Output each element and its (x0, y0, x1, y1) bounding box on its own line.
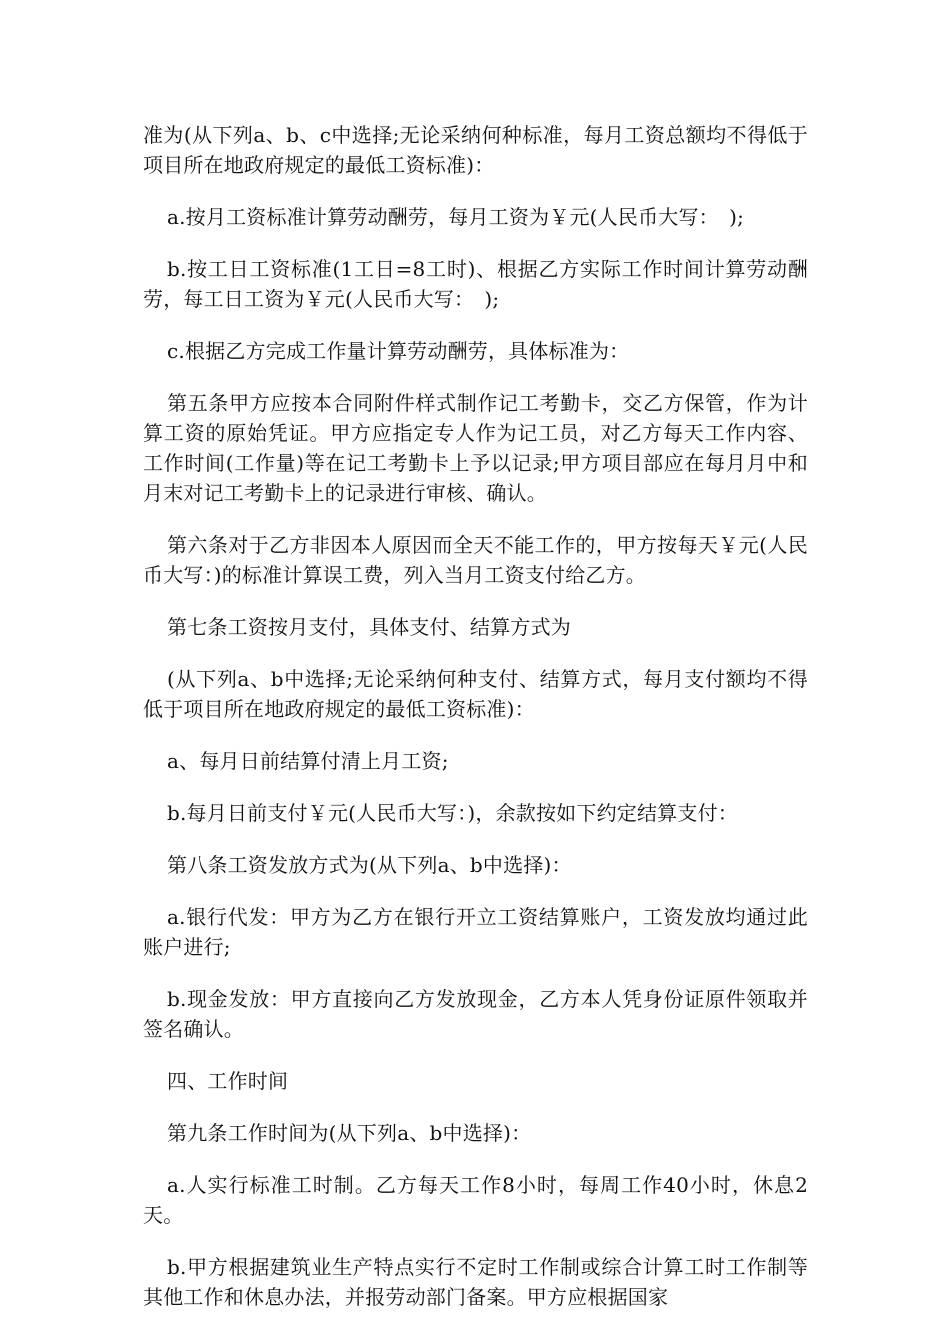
paragraph-article-9: 第九条工作时间为(从下列a、b中选择)： (167, 1121, 532, 1145)
paragraph-article-8: 第八条工资发放方式为(从下列a、b中选择)： (167, 853, 572, 877)
paragraph-bank-payment: a.银行代发：甲方为乙方在银行开立工资结算账户，工资发放均通过此账户进行; (143, 905, 808, 959)
paragraph-payment-a: a、每月日前结算付清上月工资; (167, 749, 449, 773)
paragraph-cash-payment: b.现金发放：甲方直接向乙方发放现金，乙方本人凭身份证原件领取并签名确认。 (143, 987, 808, 1041)
paragraph-wage-standard-intro: 准为(从下列a、b、c中选择;无论采纳何种标准，每月工资总额均不得低于项目所在地政府规定的最低工资标准)： (143, 123, 808, 177)
paragraph-standard-hours: a.人实行标准工时制。乙方每天工作8小时，每周工作40小时，休息2天。 (143, 1173, 808, 1227)
paragraph-option-c-workload: c.根据乙方完成工作量计算劳动酬劳，具体标准为： (167, 339, 630, 363)
section-heading-working-hours: 四、工作时间 (167, 1069, 289, 1093)
paragraph-article-5: 第五条甲方应按本合同附件样式制作记工考勤卡，交乙方保管，作为计算工资的原始凭证。甲方应指定专人作为记工员，对乙方每天工作内容、工作时间(工作量)等在记工考勤卡上予以记录;甲方项目部应在每月月中和月末对记工考勤卡上的记录进行审核、确认。 (143, 391, 808, 505)
paragraph-article-6: 第六条对于乙方非因本人原因而全天不能工作的，甲方按每天￥元(人民币大写：)的标准计算误工费，列入当月工资支付给乙方。 (143, 533, 808, 587)
document-body (143, 120, 808, 1334)
paragraph-payment-selection: (从下列a、b中选择;无论采纳何种支付、结算方式，每月支付额均不得低于项目所在地政府规定的最低工资标准)： (143, 667, 808, 721)
paragraph-flexible-hours: b.甲方根据建筑业生产特点实行不定时工作制或综合计算工时工作制等其他工作和休息办法，并报劳动部门备案。甲方应根据国家 (143, 1255, 808, 1309)
paragraph-article-7: 第七条工资按月支付，具体支付、结算方式为 (167, 615, 571, 639)
paragraph-option-a-monthly: a.按月工资标准计算劳动酬劳，每月工资为￥元(人民币大写： ); (167, 205, 745, 229)
paragraph-payment-b: b.每月日前支付￥元(人民币大写：)，余款按如下约定结算支付： (167, 801, 738, 825)
paragraph-option-b-daily: b.按工日工资标准(1工日=8工时)、根据乙方实际工作时间计算劳动酬劳，每工日工资为￥元(人民币大写： ); (143, 257, 808, 311)
